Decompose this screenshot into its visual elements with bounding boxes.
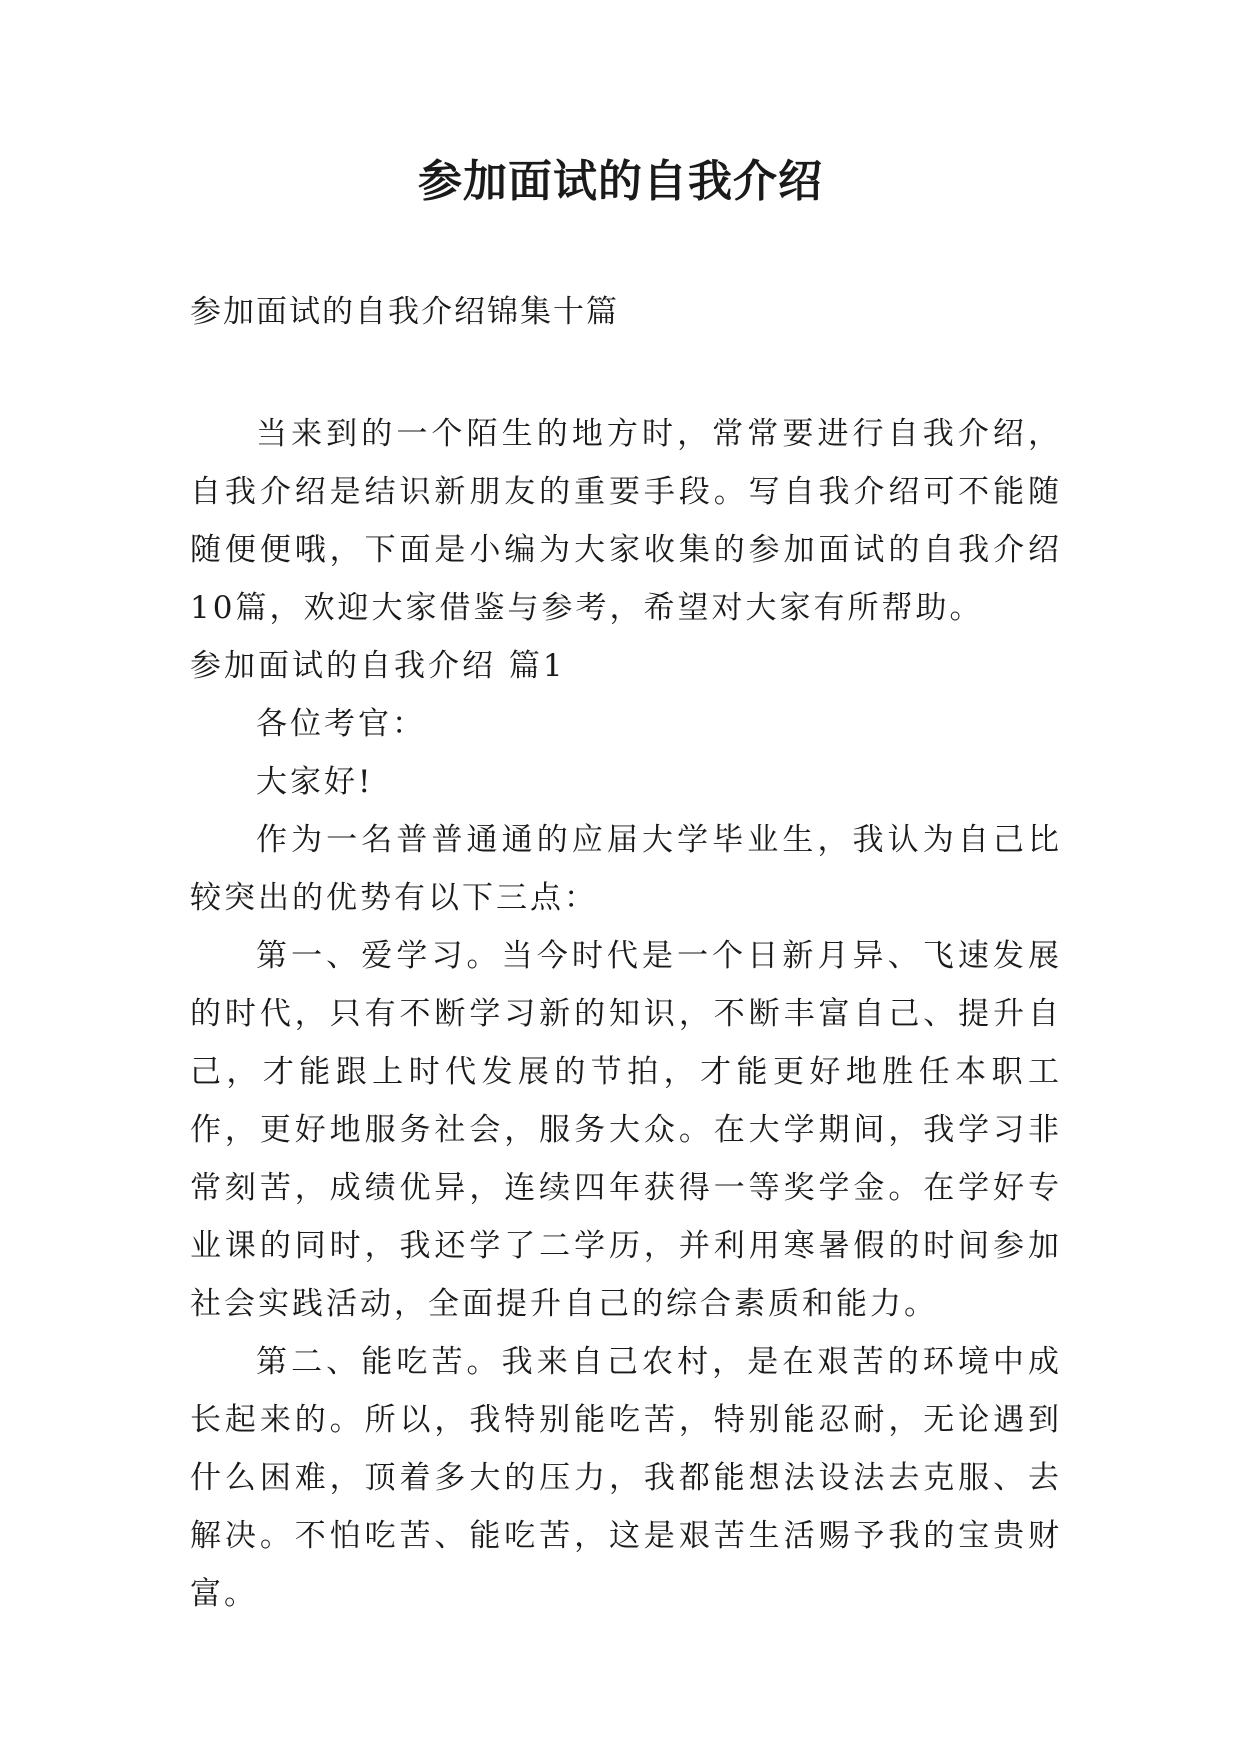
greeting: 大家好!	[256, 764, 374, 800]
intro-paragraph: 当来到的一个陌生的地方时，常常要进行自我介绍，自我介绍是结识新朋友的重要手段。写自我介绍可不能随随便便哦，下面是小编为大家收集的参加面试的自我介绍10篇，欢迎大家借鉴与参考，希望对大家有所帮助。	[190, 416, 1062, 626]
section-heading: 参加面试的自我介绍 篇1	[190, 648, 566, 684]
salutation: 各位考官：	[256, 706, 426, 742]
page-title: 参加面试的自我介绍	[418, 156, 823, 207]
paragraph-strengths-intro: 作为一名普普通通的应届大学毕业生，我认为自己比较突出的优势有以下三点：	[190, 822, 1062, 916]
paragraph-hardworking: 第二、能吃苦。我来自己农村，是在艰苦的环境中成长起来的。所以，我特别能吃苦，特别能忍耐，无论遇到什么困难，顶着多大的压力，我都能想法设法去克服、去解决。不怕吃苦、能吃苦，这是艰苦生活赐予我的宝贵财富。	[190, 1344, 1062, 1612]
paragraph-love-learning: 第一、爱学习。当今时代是一个日新月异、飞速发展的时代，只有不断学习新的知识，不断丰富自己、提升自己，才能跟上时代发展的节拍，才能更好地胜任本职工作，更好地服务社会，服务大众。在大学期间，我学习非常刻苦，成绩优异，连续四年获得一等奖学金。在学好专业课的同时，我还学了二学历，并利用寒暑假的时间参加社会实践活动，全面提升自己的综合素质和能力。	[190, 938, 1062, 1322]
document-body	[190, 405, 1062, 1623]
document-subtitle: 参加面试的自我介绍锦集十篇	[190, 294, 619, 330]
